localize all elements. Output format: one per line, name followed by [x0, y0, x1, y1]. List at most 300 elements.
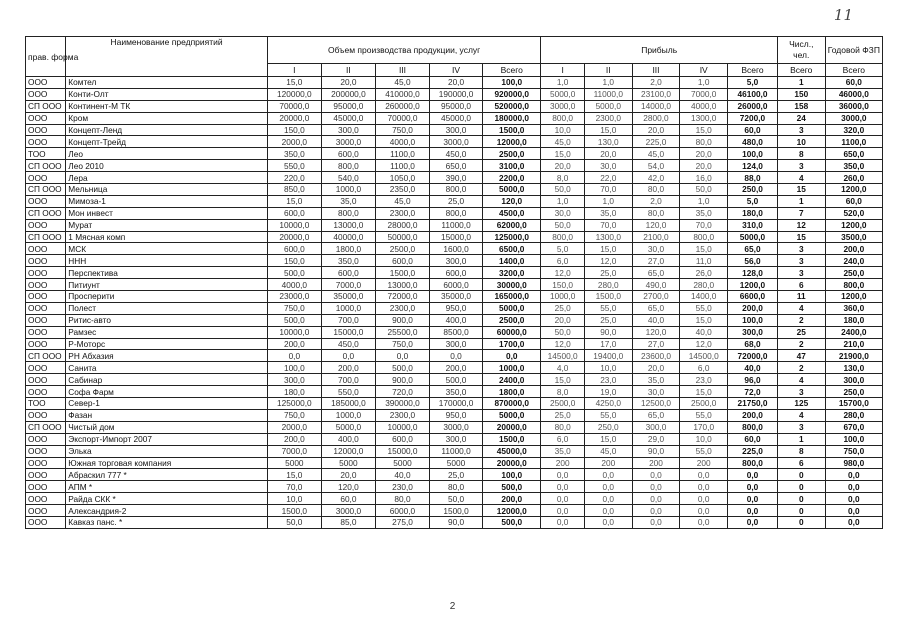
- table-row: [26, 409, 883, 421]
- cell-volume-q3: 15000,0: [375, 445, 429, 457]
- cell-profit-total: 200,0: [728, 302, 778, 314]
- cell-profit-q4: 0,0: [680, 516, 728, 528]
- cell-enterprise-name: Мон инвест: [66, 207, 268, 219]
- cell-annual-payroll: 1200,0: [825, 219, 882, 231]
- cell-profit-q3: 90,0: [632, 445, 680, 457]
- cell-volume-total: 520000,0: [483, 100, 541, 112]
- table-row: [26, 219, 883, 231]
- cell-volume-q2: 7000,0: [321, 279, 375, 291]
- cell-profit-q1: 0,0: [541, 505, 584, 517]
- cell-profit-q4: 1300,0: [680, 112, 728, 124]
- cell-staff-count: 4: [777, 409, 825, 421]
- cell-volume-q2: 35,0: [321, 195, 375, 207]
- table-row: [26, 421, 883, 433]
- cell-volume-q3: 2300,0: [375, 207, 429, 219]
- table-row: [26, 326, 883, 338]
- cell-profit-q2: 1300,0: [584, 231, 632, 243]
- cell-volume-q1: 500,0: [267, 267, 321, 279]
- cell-profit-total: 5,0: [728, 77, 778, 89]
- cell-profit-total: 72000,0: [728, 350, 778, 362]
- cell-volume-q3: 600,0: [375, 255, 429, 267]
- header-profit-q4: IV: [680, 64, 728, 77]
- cell-profit-q4: 4000,0: [680, 100, 728, 112]
- table-row: [26, 160, 883, 172]
- cell-profit-q3: 2800,0: [632, 112, 680, 124]
- cell-volume-q4: 800,0: [430, 184, 483, 196]
- cell-enterprise-name: Концепт-Ленд: [66, 124, 268, 136]
- cell-profit-q2: 17,0: [584, 338, 632, 350]
- cell-volume-q1: 70000,0: [267, 100, 321, 112]
- cell-volume-total: 1700,0: [483, 338, 541, 350]
- cell-enterprise-name: Санита: [66, 362, 268, 374]
- cell-profit-q4: 55,0: [680, 409, 728, 421]
- cell-volume-total: 45000,0: [483, 445, 541, 457]
- cell-profit-q4: 2500,0: [680, 398, 728, 410]
- cell-legal-form: ООО: [26, 112, 66, 124]
- cell-profit-total: 21750,0: [728, 398, 778, 410]
- cell-volume-q2: 12000,0: [321, 445, 375, 457]
- cell-volume-q2: 700,0: [321, 374, 375, 386]
- cell-profit-q4: 0,0: [680, 505, 728, 517]
- cell-annual-payroll: 1100,0: [825, 136, 882, 148]
- cell-annual-payroll: 200,0: [825, 243, 882, 255]
- cell-profit-q1: 800,0: [541, 231, 584, 243]
- cell-volume-total: 62000,0: [483, 219, 541, 231]
- cell-profit-q2: 25,0: [584, 314, 632, 326]
- enterprise-report-table: [25, 36, 883, 529]
- cell-legal-form: ООО: [26, 433, 66, 445]
- cell-volume-total: 1400,0: [483, 255, 541, 267]
- cell-profit-q4: 800,0: [680, 231, 728, 243]
- cell-profit-q4: 1400,0: [680, 291, 728, 303]
- cell-volume-q1: 750,0: [267, 409, 321, 421]
- cell-profit-q1: 20,0: [541, 160, 584, 172]
- table-row: [26, 350, 883, 362]
- table-row: [26, 255, 883, 267]
- header-production-volume: Объем производства продукции, услуг: [267, 37, 541, 64]
- cell-profit-q2: 19400,0: [584, 350, 632, 362]
- cell-volume-q2: 800,0: [321, 207, 375, 219]
- header-profit-q1: I: [541, 64, 584, 77]
- cell-enterprise-name: Софа Фарм: [66, 386, 268, 398]
- cell-volume-q4: 300,0: [430, 338, 483, 350]
- cell-profit-q1: 3000,0: [541, 100, 584, 112]
- cell-staff-count: 8: [777, 445, 825, 457]
- cell-enterprise-name: Комтел: [66, 77, 268, 89]
- cell-profit-q1: 8,0: [541, 386, 584, 398]
- cell-legal-form: ТОО: [26, 148, 66, 160]
- cell-staff-count: 3: [777, 386, 825, 398]
- cell-profit-q3: 42,0: [632, 172, 680, 184]
- cell-legal-form: ООО: [26, 195, 66, 207]
- cell-volume-q1: 180,0: [267, 386, 321, 398]
- cell-volume-q4: 35000,0: [430, 291, 483, 303]
- cell-staff-count: 7: [777, 207, 825, 219]
- header-annual-payroll: Годовой ФЗП: [825, 37, 882, 64]
- cell-profit-q1: 25,0: [541, 302, 584, 314]
- cell-volume-q3: 600,0: [375, 433, 429, 445]
- cell-profit-q2: 30,0: [584, 160, 632, 172]
- cell-annual-payroll: 0,0: [825, 493, 882, 505]
- cell-profit-q3: 490,0: [632, 279, 680, 291]
- cell-annual-payroll: 60,0: [825, 77, 882, 89]
- cell-volume-q4: 8500,0: [430, 326, 483, 338]
- cell-profit-q3: 0,0: [632, 493, 680, 505]
- cell-profit-q4: 20,0: [680, 148, 728, 160]
- cell-enterprise-name: Сабинар: [66, 374, 268, 386]
- cell-annual-payroll: 250,0: [825, 386, 882, 398]
- cell-profit-q1: 10,0: [541, 124, 584, 136]
- page-number: 2: [449, 601, 456, 612]
- cell-volume-q3: 410000,0: [375, 88, 429, 100]
- cell-enterprise-name: 1 Мясная комп: [66, 231, 268, 243]
- cell-profit-q2: 20,0: [584, 148, 632, 160]
- cell-annual-payroll: 0,0: [825, 469, 882, 481]
- cell-profit-q1: 15,0: [541, 374, 584, 386]
- cell-volume-q3: 390000,0: [375, 398, 429, 410]
- cell-volume-q4: 450,0: [430, 148, 483, 160]
- cell-volume-q1: 500,0: [267, 314, 321, 326]
- cell-profit-q4: 1,0: [680, 195, 728, 207]
- table-row: [26, 207, 883, 219]
- table-header: [26, 37, 883, 77]
- cell-legal-form: СП ООО: [26, 421, 66, 433]
- cell-volume-q2: 5000: [321, 457, 375, 469]
- cell-profit-q4: 14500,0: [680, 350, 728, 362]
- cell-profit-total: 200,0: [728, 409, 778, 421]
- cell-volume-q4: 3000,0: [430, 136, 483, 148]
- cell-volume-q1: 1500,0: [267, 505, 321, 517]
- cell-volume-total: 5000,0: [483, 302, 541, 314]
- cell-profit-q3: 12500,0: [632, 398, 680, 410]
- cell-profit-total: 26000,0: [728, 100, 778, 112]
- cell-volume-q3: 80,0: [375, 493, 429, 505]
- cell-profit-q2: 25,0: [584, 267, 632, 279]
- header-profit: Прибыль: [541, 37, 777, 64]
- cell-profit-q2: 0,0: [584, 493, 632, 505]
- cell-volume-q4: 25,0: [430, 195, 483, 207]
- cell-legal-form: СП ООО: [26, 160, 66, 172]
- cell-staff-count: 3: [777, 255, 825, 267]
- cell-profit-q1: 35,0: [541, 445, 584, 457]
- cell-volume-q2: 3000,0: [321, 505, 375, 517]
- cell-volume-q3: 5000: [375, 457, 429, 469]
- cell-volume-q4: 190000,0: [430, 88, 483, 100]
- cell-volume-q4: 1500,0: [430, 505, 483, 517]
- cell-legal-form: СП ООО: [26, 184, 66, 196]
- cell-legal-form: ООО: [26, 314, 66, 326]
- cell-annual-payroll: 1200,0: [825, 291, 882, 303]
- cell-volume-q2: 0,0: [321, 350, 375, 362]
- cell-profit-q4: 15,0: [680, 124, 728, 136]
- cell-legal-form: ООО: [26, 302, 66, 314]
- cell-profit-total: 180,0: [728, 207, 778, 219]
- cell-volume-q2: 13000,0: [321, 219, 375, 231]
- cell-profit-q2: 0,0: [584, 516, 632, 528]
- cell-volume-q4: 390,0: [430, 172, 483, 184]
- cell-profit-total: 310,0: [728, 219, 778, 231]
- cell-enterprise-name: Лера: [66, 172, 268, 184]
- cell-enterprise-name: РН Абхазия: [66, 350, 268, 362]
- table-row: [26, 88, 883, 100]
- cell-profit-q3: 2,0: [632, 195, 680, 207]
- cell-volume-total: 30000,0: [483, 279, 541, 291]
- cell-staff-count: 4: [777, 172, 825, 184]
- cell-annual-payroll: 15700,0: [825, 398, 882, 410]
- cell-volume-q2: 1000,0: [321, 184, 375, 196]
- cell-volume-q1: 200,0: [267, 433, 321, 445]
- cell-volume-q3: 1100,0: [375, 148, 429, 160]
- cell-profit-q2: 15,0: [584, 433, 632, 445]
- cell-annual-payroll: 36000,0: [825, 100, 882, 112]
- cell-profit-q2: 200: [584, 457, 632, 469]
- cell-profit-q1: 15,0: [541, 148, 584, 160]
- cell-enterprise-name: Южная торговая компания: [66, 457, 268, 469]
- cell-volume-q4: 300,0: [430, 255, 483, 267]
- cell-profit-q2: 1,0: [584, 195, 632, 207]
- cell-staff-count: 1: [777, 77, 825, 89]
- table-row: [26, 362, 883, 374]
- cell-volume-q4: 1600,0: [430, 243, 483, 255]
- cell-legal-form: ООО: [26, 374, 66, 386]
- cell-profit-q3: 65,0: [632, 267, 680, 279]
- cell-volume-q4: 800,0: [430, 207, 483, 219]
- cell-legal-form: ООО: [26, 469, 66, 481]
- cell-profit-q4: 280,0: [680, 279, 728, 291]
- cell-volume-q3: 40,0: [375, 469, 429, 481]
- cell-volume-q1: 0,0: [267, 350, 321, 362]
- table-row: [26, 231, 883, 243]
- cell-volume-total: 2500,0: [483, 148, 541, 160]
- cell-volume-q4: 20,0: [430, 77, 483, 89]
- cell-profit-q2: 55,0: [584, 409, 632, 421]
- table-row: [26, 505, 883, 517]
- cell-volume-q1: 2000,0: [267, 136, 321, 148]
- cell-volume-q3: 4000,0: [375, 136, 429, 148]
- cell-volume-q2: 700,0: [321, 314, 375, 326]
- cell-legal-form: ООО: [26, 326, 66, 338]
- cell-volume-total: 870000,0: [483, 398, 541, 410]
- cell-enterprise-name: Райда СКК *: [66, 493, 268, 505]
- cell-profit-q2: 15,0: [584, 243, 632, 255]
- cell-enterprise-name: Полест: [66, 302, 268, 314]
- cell-volume-q4: 500,0: [430, 374, 483, 386]
- table-body: [26, 77, 883, 529]
- cell-volume-q4: 650,0: [430, 160, 483, 172]
- header-volume-q3: III: [375, 64, 429, 77]
- cell-volume-q3: 2350,0: [375, 184, 429, 196]
- cell-profit-q3: 27,0: [632, 338, 680, 350]
- cell-volume-total: 1500,0: [483, 433, 541, 445]
- cell-volume-total: 60000,0: [483, 326, 541, 338]
- cell-profit-q1: 5000,0: [541, 88, 584, 100]
- cell-profit-q3: 0,0: [632, 469, 680, 481]
- cell-legal-form: ООО: [26, 338, 66, 350]
- cell-profit-q4: 35,0: [680, 207, 728, 219]
- cell-profit-q3: 80,0: [632, 184, 680, 196]
- cell-profit-q1: 200: [541, 457, 584, 469]
- cell-annual-payroll: 650,0: [825, 148, 882, 160]
- cell-staff-count: 8: [777, 148, 825, 160]
- cell-profit-q4: 55,0: [680, 302, 728, 314]
- cell-volume-q3: 230,0: [375, 481, 429, 493]
- table-row: [26, 398, 883, 410]
- cell-profit-q1: 50,0: [541, 184, 584, 196]
- cell-volume-total: 500,0: [483, 481, 541, 493]
- cell-volume-q1: 50,0: [267, 516, 321, 528]
- cell-profit-q3: 0,0: [632, 505, 680, 517]
- cell-volume-q2: 20,0: [321, 469, 375, 481]
- cell-profit-q4: 0,0: [680, 481, 728, 493]
- cell-profit-q2: 250,0: [584, 421, 632, 433]
- cell-volume-total: 5000,0: [483, 409, 541, 421]
- cell-profit-q1: 150,0: [541, 279, 584, 291]
- cell-volume-q3: 28000,0: [375, 219, 429, 231]
- table-row: [26, 457, 883, 469]
- cell-enterprise-name: Мимоза-1: [66, 195, 268, 207]
- cell-profit-q4: 40,0: [680, 326, 728, 338]
- cell-annual-payroll: 360,0: [825, 302, 882, 314]
- cell-enterprise-name: Лео: [66, 148, 268, 160]
- cell-staff-count: 0: [777, 469, 825, 481]
- cell-profit-q2: 70,0: [584, 219, 632, 231]
- cell-staff-count: 15: [777, 231, 825, 243]
- cell-volume-q3: 1050,0: [375, 172, 429, 184]
- cell-profit-q2: 19,0: [584, 386, 632, 398]
- cell-profit-q3: 0,0: [632, 481, 680, 493]
- cell-profit-q2: 1500,0: [584, 291, 632, 303]
- cell-volume-q4: 11000,0: [430, 219, 483, 231]
- table-row: [26, 100, 883, 112]
- cell-profit-q4: 50,0: [680, 184, 728, 196]
- cell-volume-q4: 0,0: [430, 350, 483, 362]
- cell-annual-payroll: 0,0: [825, 516, 882, 528]
- cell-volume-q3: 6000,0: [375, 505, 429, 517]
- cell-enterprise-name: Концепт-Трейд: [66, 136, 268, 148]
- cell-staff-count: 6: [777, 279, 825, 291]
- cell-volume-q1: 150,0: [267, 255, 321, 267]
- cell-legal-form: ООО: [26, 291, 66, 303]
- cell-profit-q2: 5000,0: [584, 100, 632, 112]
- cell-legal-form: ООО: [26, 362, 66, 374]
- cell-profit-q1: 2500,0: [541, 398, 584, 410]
- cell-volume-total: 125000,0: [483, 231, 541, 243]
- cell-enterprise-name: МСК: [66, 243, 268, 255]
- cell-volume-total: 12000,0: [483, 136, 541, 148]
- cell-profit-q1: 20,0: [541, 314, 584, 326]
- cell-volume-q2: 35000,0: [321, 291, 375, 303]
- cell-staff-count: 1: [777, 433, 825, 445]
- table-row: [26, 267, 883, 279]
- cell-annual-payroll: 980,0: [825, 457, 882, 469]
- cell-profit-q3: 45,0: [632, 148, 680, 160]
- cell-volume-q2: 5000,0: [321, 421, 375, 433]
- cell-volume-total: 500,0: [483, 516, 541, 528]
- cell-profit-total: 6600,0: [728, 291, 778, 303]
- cell-volume-q3: 1500,0: [375, 267, 429, 279]
- cell-profit-q3: 27,0: [632, 255, 680, 267]
- cell-profit-q2: 0,0: [584, 469, 632, 481]
- cell-staff-count: 3: [777, 267, 825, 279]
- cell-volume-total: 5000,0: [483, 184, 541, 196]
- cell-annual-payroll: 0,0: [825, 505, 882, 517]
- table-row: [26, 291, 883, 303]
- cell-profit-total: 300,0: [728, 326, 778, 338]
- cell-volume-q2: 1000,0: [321, 302, 375, 314]
- cell-annual-payroll: 100,0: [825, 433, 882, 445]
- cell-legal-form: ООО: [26, 409, 66, 421]
- cell-volume-total: 1000,0: [483, 362, 541, 374]
- cell-profit-total: 65,0: [728, 243, 778, 255]
- cell-profit-q1: 1000,0: [541, 291, 584, 303]
- cell-profit-q1: 6,0: [541, 255, 584, 267]
- cell-staff-count: 3: [777, 421, 825, 433]
- cell-enterprise-name: Кавказ панс. *: [66, 516, 268, 528]
- table-row: [26, 195, 883, 207]
- cell-volume-q2: 400,0: [321, 433, 375, 445]
- cell-profit-total: 96,0: [728, 374, 778, 386]
- cell-volume-q3: 13000,0: [375, 279, 429, 291]
- cell-legal-form: ООО: [26, 267, 66, 279]
- cell-profit-q3: 23100,0: [632, 88, 680, 100]
- cell-volume-q2: 600,0: [321, 148, 375, 160]
- cell-profit-q1: 8,0: [541, 172, 584, 184]
- cell-volume-total: 200,0: [483, 493, 541, 505]
- cell-profit-q1: 1,0: [541, 195, 584, 207]
- cell-profit-q4: 12,0: [680, 338, 728, 350]
- header-payroll-total: Всего: [825, 64, 882, 77]
- cell-profit-q1: 12,0: [541, 267, 584, 279]
- cell-volume-q1: 350,0: [267, 148, 321, 160]
- cell-staff-count: 3: [777, 124, 825, 136]
- cell-volume-q3: 25500,0: [375, 326, 429, 338]
- cell-volume-total: 3100,0: [483, 160, 541, 172]
- cell-annual-payroll: 240,0: [825, 255, 882, 267]
- cell-legal-form: СП ООО: [26, 207, 66, 219]
- cell-annual-payroll: 2400,0: [825, 326, 882, 338]
- cell-volume-q3: 900,0: [375, 374, 429, 386]
- cell-profit-q2: 45,0: [584, 445, 632, 457]
- table-row: [26, 338, 883, 350]
- cell-profit-q4: 10,0: [680, 433, 728, 445]
- header-enterprise-name: Наименование предприятий: [66, 37, 268, 77]
- table-row: [26, 374, 883, 386]
- cell-profit-q4: 16,0: [680, 172, 728, 184]
- cell-annual-payroll: 800,0: [825, 279, 882, 291]
- cell-profit-total: 5000,0: [728, 231, 778, 243]
- cell-staff-count: 0: [777, 493, 825, 505]
- cell-volume-total: 920000,0: [483, 88, 541, 100]
- cell-annual-payroll: 320,0: [825, 124, 882, 136]
- cell-volume-q4: 400,0: [430, 314, 483, 326]
- cell-profit-q4: 70,0: [680, 219, 728, 231]
- cell-staff-count: 2: [777, 362, 825, 374]
- cell-legal-form: СП ООО: [26, 231, 66, 243]
- cell-enterprise-name: Конти-Олт: [66, 88, 268, 100]
- cell-profit-q4: 55,0: [680, 445, 728, 457]
- cell-volume-q3: 900,0: [375, 314, 429, 326]
- table-row: [26, 148, 883, 160]
- cell-annual-payroll: 3500,0: [825, 231, 882, 243]
- cell-profit-total: 225,0: [728, 445, 778, 457]
- cell-volume-q1: 550,0: [267, 160, 321, 172]
- cell-volume-q4: 6000,0: [430, 279, 483, 291]
- cell-volume-q4: 50,0: [430, 493, 483, 505]
- cell-staff-count: 125: [777, 398, 825, 410]
- cell-legal-form: ООО: [26, 219, 66, 231]
- cell-profit-q2: 10,0: [584, 362, 632, 374]
- cell-annual-payroll: 1200,0: [825, 184, 882, 196]
